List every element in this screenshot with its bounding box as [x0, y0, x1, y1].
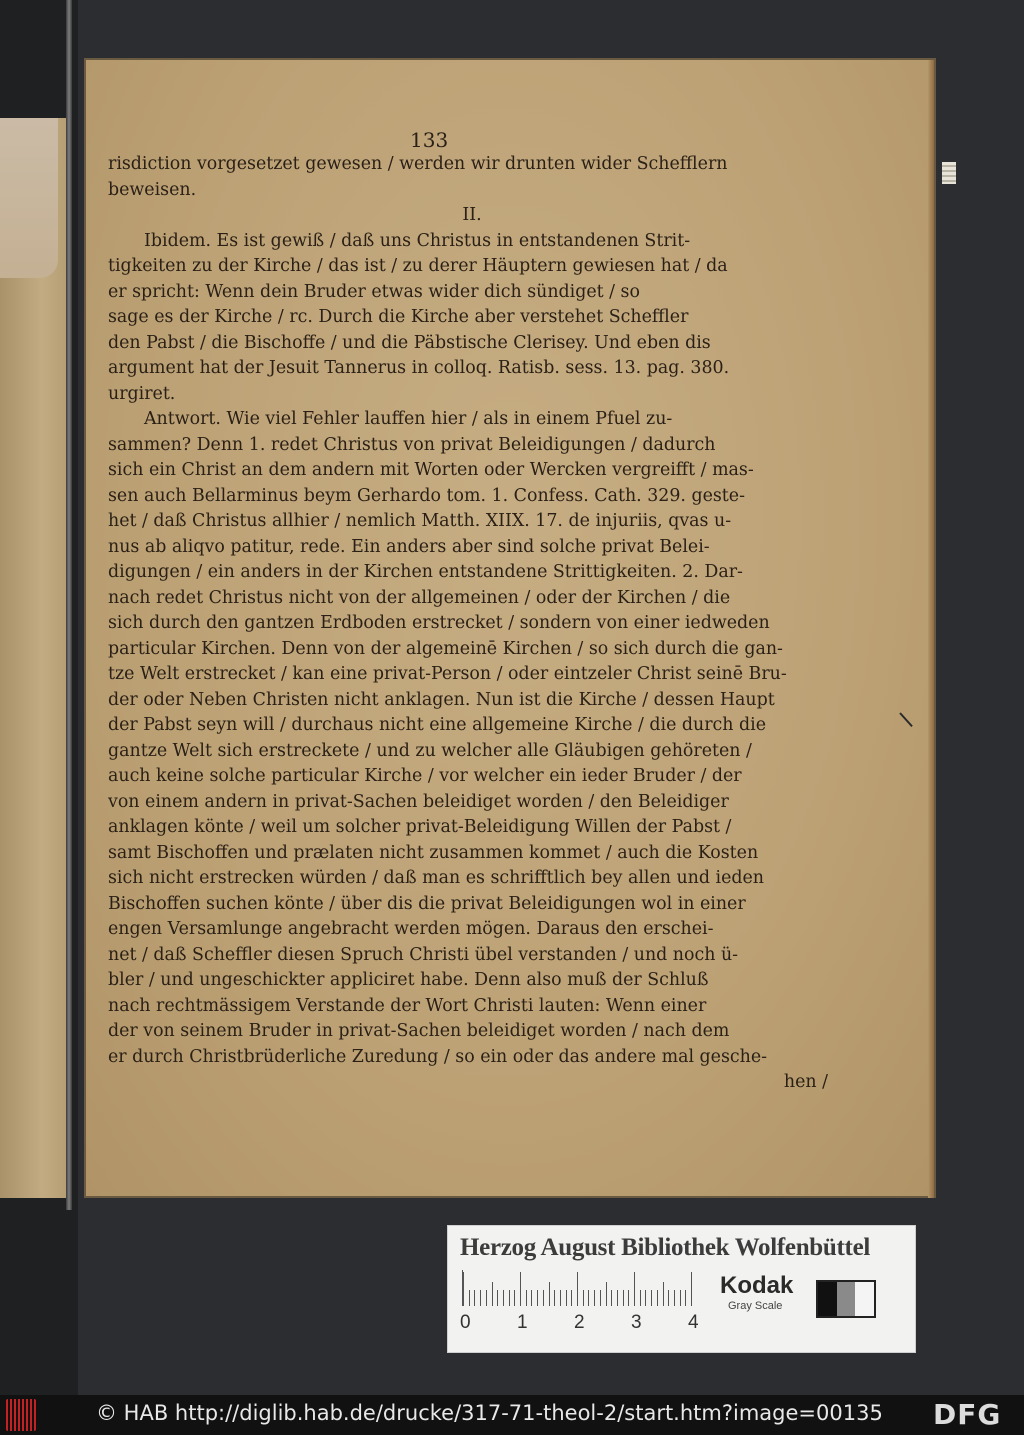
ruler-number: 3: [631, 1312, 642, 1333]
adjacent-page-corner: [0, 118, 58, 278]
ruler-tick: [537, 1290, 538, 1306]
text-line: Bischoffen suchen könte / über dis die privat Beleidigungen wol in einer: [108, 893, 746, 914]
text-line: sich nicht erstrecken würden / daß man es schrifftlich bey allen und ieden: [108, 868, 765, 888]
text-line: hen /: [783, 1072, 828, 1092]
ruler-tick: [685, 1290, 686, 1306]
ruler-tick: [486, 1290, 487, 1306]
text-line: der von seinem Bruder in privat-Sachen beleidiget worden / nach dem: [108, 1021, 730, 1041]
page-edge: [928, 60, 934, 1198]
text-line: den Pabst / die Bischoffe / und die Päbstische Clerisey. Und eben dis: [108, 332, 711, 353]
ruler-tick: [560, 1290, 561, 1306]
text-line: sage es der Kirche / rc. Durch die Kirche aber verstehet Scheffler: [108, 307, 689, 327]
ruler-tick: [554, 1290, 555, 1306]
ruler-tick: [514, 1290, 515, 1306]
text-line: nach redet Christus nicht von der allgemeinen / oder der Kirchen / die: [108, 587, 731, 608]
ruler-tick: [651, 1290, 652, 1306]
ruler-tick: [663, 1282, 664, 1306]
ruler-tick: [583, 1290, 584, 1306]
ruler-tick: [474, 1290, 475, 1306]
text-line: engen Versamlunge angebracht werden mögen. Daraus den erschei-: [108, 919, 714, 939]
dfg-logo: DFG: [933, 1398, 1002, 1431]
text-line: der oder Neben Christen nicht anklagen. Nun ist die Kirche / dessen Haupt: [108, 689, 775, 710]
ruler-tick: [480, 1290, 481, 1306]
page-number: 133: [410, 128, 449, 152]
library-label: [447, 1225, 916, 1353]
text-line: tze Welt erstrecket / kan eine privat-Person / oder eintzeler Christ seinē Bru-: [108, 664, 787, 684]
text-line: er spricht: Wenn dein Bruder etwas wider dich sündiget / so: [108, 281, 640, 302]
ruler-tick: [623, 1290, 624, 1306]
ruler-number: 2: [574, 1312, 585, 1333]
ruler-tick: [674, 1290, 675, 1306]
ruler-tick: [657, 1290, 658, 1306]
ruler-tick: [497, 1290, 498, 1306]
ruler-tick: [611, 1290, 612, 1306]
ruler-number: 1: [517, 1312, 528, 1333]
bookmark-tab: [942, 162, 956, 184]
ruler-number: 0: [460, 1312, 471, 1333]
text-line: risdiction vorgesetzet gewesen / werden wir drunten wider Schefflern: [108, 154, 728, 174]
ruler-tick: [577, 1272, 578, 1306]
adjacent-page: [0, 118, 70, 1198]
text-line: sich durch den gantzen Erdboden erstrecket / sondern von einer iedweden: [108, 613, 770, 633]
kodak-logo: Kodak: [720, 1272, 794, 1299]
ruler-tick: [640, 1290, 641, 1306]
book-spine-edge: [66, 0, 72, 1210]
text-line: gantze Welt sich erstreckete / und zu welcher alle Gläubigen gehöreten /: [108, 740, 752, 761]
ruler-tick: [668, 1290, 669, 1306]
text-line: urgiret.: [108, 383, 176, 404]
text-line: auch keine solche particular Kirche / vor welcher ein ieder Bruder / der: [108, 766, 742, 786]
text-line: het / daß Christus allhier / nemlich Matth. XIIX. 17. de injuriis, qvas u-: [108, 511, 732, 531]
text-line: Ibidem. Es ist gewiß / daß uns Christus in entstandenen Strit-: [144, 230, 691, 251]
text-line: nach rechtmässigem Verstande der Wort Christi lauten: Wenn einer: [108, 995, 707, 1016]
gray-scale-caption: Gray Scale: [728, 1300, 783, 1312]
text-line: der Pabst seyn will / durchaus nicht eine allgemeine Kirche / die durch die: [108, 715, 766, 735]
text-line: II.: [462, 205, 482, 225]
ruler-tick: [645, 1290, 646, 1306]
ruler-tick: [571, 1290, 572, 1306]
ruler-tick: [543, 1290, 544, 1306]
text-line: beweisen.: [108, 179, 197, 200]
hab-barcode-icon: [6, 1399, 36, 1431]
text-line: samt Bischoffen und prælaten nicht zusammen kommet / auch die Kosten: [108, 842, 759, 863]
ruler-tick: [606, 1282, 607, 1306]
ruler-tick: [492, 1282, 493, 1306]
ruler-tick: [503, 1290, 504, 1306]
ruler-tick: [526, 1290, 527, 1306]
text-line: Antwort. Wie viel Fehler lauffen hier / als in einem Pfuel zu-: [144, 409, 673, 429]
ruler-tick: [634, 1272, 635, 1306]
text-line: sich ein Christ an dem andern mit Worten oder Wercken vergreifft / mas-: [108, 460, 754, 480]
ruler-numbers: [460, 1312, 720, 1336]
text-line: tigkeiten zu der Kirche / das ist / zu derer Häuptern gewiesen hat / da: [108, 256, 728, 276]
ruler-number: 4: [688, 1312, 699, 1333]
ruler-tick: [509, 1290, 510, 1306]
scale-ruler: [462, 1270, 699, 1306]
text-line: argument hat der Jesuit Tannerus in colloq. Ratisb. sess. 13. pag. 380.: [108, 358, 730, 378]
ruler-tick: [680, 1290, 681, 1306]
ruler-tick: [588, 1290, 589, 1306]
ruler-tick: [520, 1272, 521, 1306]
gray-swatch: [818, 1282, 837, 1316]
text-line: sammen? Denn 1. redet Christus von privat Beleidigungen / dadurch: [108, 434, 716, 455]
ruler-tick: [566, 1290, 567, 1306]
ruler-tick: [549, 1282, 550, 1306]
gray-swatch: [855, 1282, 874, 1316]
ruler-tick: [594, 1290, 595, 1306]
text-line: digungen / ein anders in der Kirchen entstandene Strittigkeiten. 2. Dar-: [108, 562, 743, 582]
ruler-tick: [600, 1290, 601, 1306]
page-text: [108, 152, 836, 1096]
footer-bar: [0, 1395, 1024, 1435]
ruler-tick: [628, 1290, 629, 1306]
text-line: bler / und ungeschickter appliciret habe. Denn also muß der Schluß: [108, 970, 709, 990]
text-line: particular Kirchen. Denn von der algemeinē Kirchen / so sich durch die gan-: [108, 638, 783, 659]
text-line: sen auch Bellarminus beym Gerhardo tom. 1. Confess. Cath. 329. geste-: [108, 485, 745, 506]
text-line: nus ab aliqvo patitur, rede. Ein anders aber sind solche privat Belei-: [108, 536, 710, 557]
ruler-tick: [617, 1290, 618, 1306]
gray-scale-swatches: [816, 1280, 876, 1318]
copyright-link[interactable]: © HAB http://diglib.hab.de/drucke/317-71-theol-2/start.htm?image=00135: [96, 1401, 883, 1425]
text-line: anklagen könte / weil um solcher privat-Beleidigung Willen der Pabst /: [108, 817, 732, 837]
ruler-tick: [531, 1290, 532, 1306]
ruler-tick: [469, 1290, 470, 1306]
gray-swatch: [837, 1282, 856, 1316]
text-line: er durch Christbrüderliche Zuredung / so ein oder das andere mal gesche-: [108, 1046, 768, 1067]
library-name: Herzog August Bibliothek Wolfenbüttel: [460, 1234, 871, 1261]
ruler-tick: [463, 1272, 464, 1306]
text-line: von einem andern in privat-Sachen beleidiget worden / den Beleidiger: [108, 791, 729, 812]
ruler-tick: [691, 1272, 692, 1306]
text-line: net / daß Scheffler diesen Spruch Christi übel verstanden / und noch ü-: [108, 944, 739, 965]
